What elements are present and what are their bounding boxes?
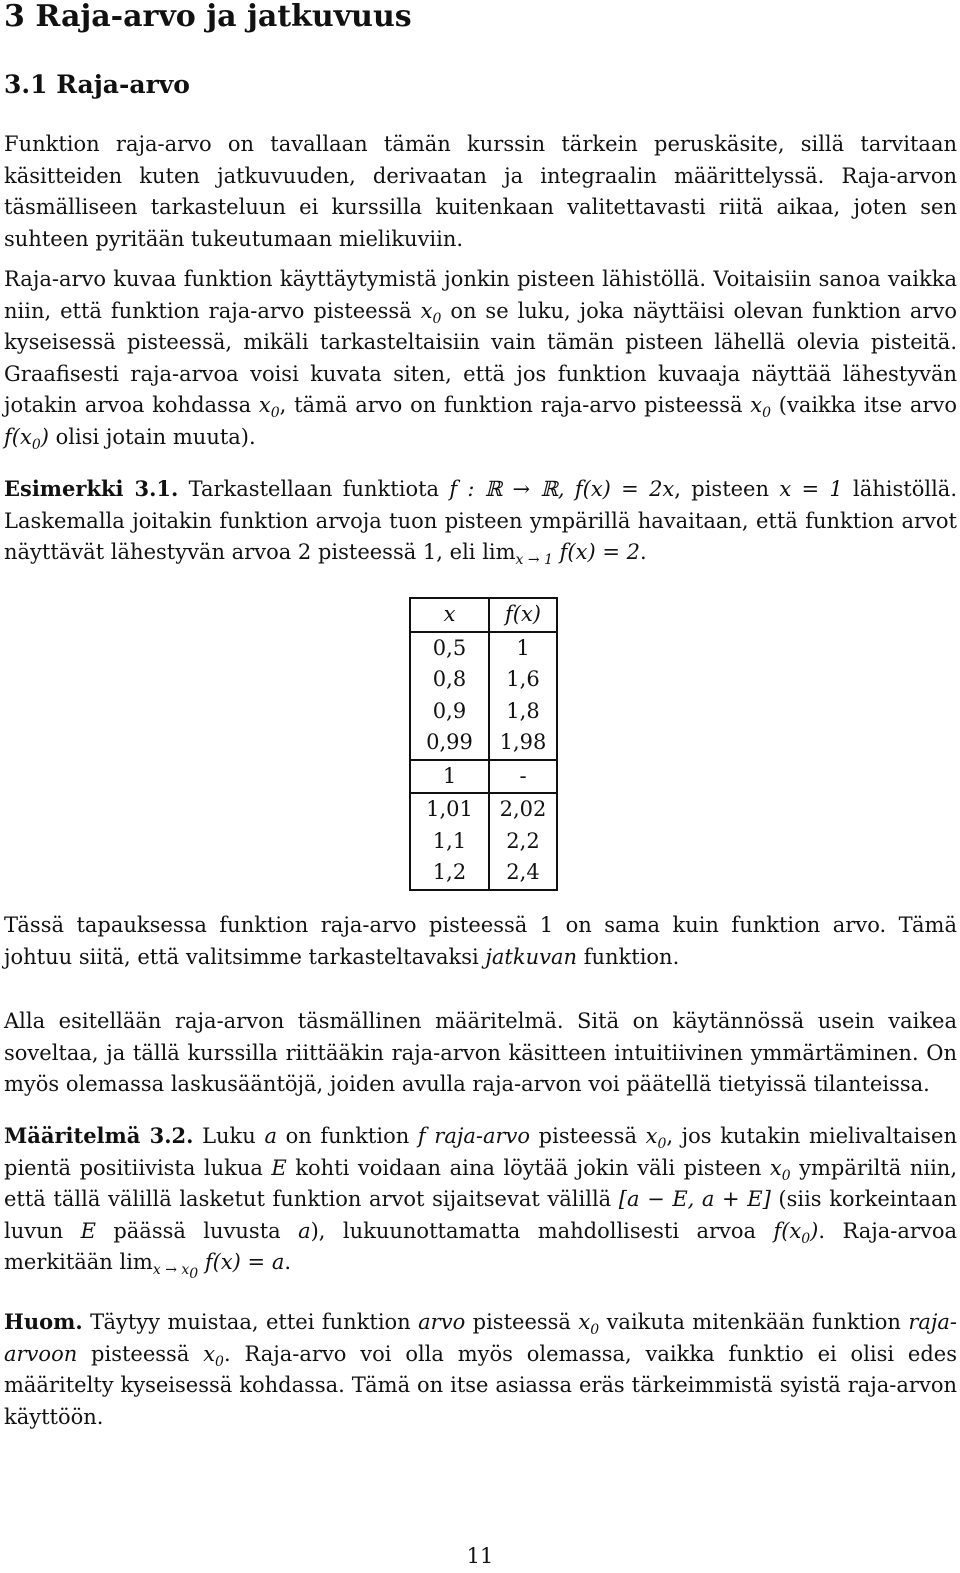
description-paragraph (4, 264, 957, 453)
section-title: 3 Raja-arvo ja jatkuvuus (4, 0, 412, 34)
table-cell: 2,4 (506, 860, 540, 884)
text-run: . Raja-arvo voi olla myös olemassa, vaikka funktio ei olisi edes määritelty kyseisessä kohdassa. Tämä on itse asiassa eräs tärkeimmistä syistä raja-arvon käyttöön. (4, 1341, 958, 1429)
text-run: on se luku, joka näyttäisi olevan funktion arvo kyseisessä pisteessä, mikäli tarkasteltaisiin vain tämän pisteen lähellä olevia pisteitä. Graafisesti raja-arvoa voisi kuvata siten, että jos funktion kuvaaja näyttää lähestyvän jotakin arvoa kohdassa (4, 298, 957, 417)
text-run: päässä luvusta (95, 1218, 299, 1243)
table-cell: 2,02 (499, 797, 547, 821)
text-run: , jos kutakin mielivaltaisen pientä positiivista lukua (4, 1124, 957, 1180)
text-run: on funktion (276, 1124, 418, 1148)
table-cell: 1 (410, 760, 489, 794)
page-number: 11 (466, 1544, 494, 1568)
table-cell: 1,8 (506, 698, 540, 723)
definition-label: Määritelmä 3.2. (4, 1123, 194, 1148)
math-x0: $x_0$ (645, 1124, 667, 1153)
table-cell: 2,2 (506, 828, 540, 853)
emphasis-text: raja-arvoon (4, 1310, 958, 1366)
table-row (410, 793, 557, 826)
table-cell: 0,8 (410, 664, 489, 696)
table-row (410, 632, 557, 665)
text-run: Tässä tapauksessa funktion raja-arvo pisteessä 1 on sama kuin funktion arvo. Tämä johtuu siitä, että valitsimme tarkasteltavaksi (4, 913, 957, 969)
example-label: Esimerkki 3.1. (4, 476, 179, 501)
math-fx0: $f(x_0)$ (773, 1218, 819, 1247)
text-run: (siis korkeintaan luvun (4, 1187, 957, 1243)
text-run: . (639, 540, 647, 564)
math-E: E (271, 1155, 287, 1180)
table-cell: 1,01 (410, 793, 489, 826)
math-x0: $x_0$ (420, 298, 442, 327)
text-run: vaikuta mitenkään funktion (599, 1310, 909, 1334)
math-fx0: $f(x_0)$ (4, 424, 49, 453)
emphasis-text: raja-arvo (434, 1124, 531, 1148)
math-f: f (417, 1124, 426, 1148)
table-row-point (410, 760, 557, 794)
text-run: ), lukuunottamatta mahdollisesti arvoa (310, 1218, 774, 1243)
table-row (410, 664, 557, 696)
text-run: olisi jotain muuta). (48, 424, 256, 449)
table-cell: 1 (516, 635, 530, 660)
text-run: kohti voidaan aina löytää jokin väli pisteen (286, 1155, 770, 1180)
text-run: , tämä arvo on funktion raja-arvo pisteessä (279, 393, 751, 417)
math-x-equals-1: x = 1 (779, 477, 843, 501)
table-row (410, 696, 557, 728)
table-header-x: x (410, 598, 489, 632)
table-header-fx: f(x) (504, 602, 541, 626)
values-table (409, 597, 558, 891)
table-cell: 0,99 (410, 727, 489, 760)
table-cell: 1,6 (506, 667, 540, 691)
definition-intro-paragraph: Alla esitellään raja-arvon täsmällinen määritelmä. Sitä on käytännössä usein vaikea soveltaa, ja tällä kurssilla riittääkin raja-arvon käsitteen intuitiivinen ymmärtäminen. On myös olemassa laskusääntöjä, joiden avulla raja-arvon voi päätellä tietyissä tilanteissa. (4, 1009, 957, 1096)
math-function-definition: f : ℝ → ℝ, f(x) = 2x (449, 477, 675, 501)
text-run: Raja-arvo kuvaa funktion käyttäytymistä jonkin pisteen lähistöllä. Voitaisiin sanoa vaikka niin, että funktion raja-arvo pisteessä (4, 267, 957, 323)
definition-paragraph (4, 1120, 957, 1282)
math-interval: [a − E, a + E] (618, 1187, 771, 1211)
text-run: . (284, 1250, 292, 1274)
math-E: E (80, 1218, 96, 1243)
subsection-title: 3.1 Raja-arvo (4, 70, 190, 99)
table-row (410, 727, 557, 760)
example-paragraph (4, 473, 957, 569)
text-run: funktion. (577, 944, 680, 969)
text-run: lähistöllä. Laskemalla joitakin funktion arvoja tuon pisteen ympärillä havaitaan, että funktion arvot näyttävät lähestyvän arvoa 2 pisteessä 1, eli (4, 477, 957, 564)
text-run: pisteessä (77, 1341, 204, 1366)
table-cell: 1,2 (410, 857, 489, 890)
table-cell: 1,1 (410, 826, 489, 858)
emphasis-text: arvo (418, 1310, 466, 1334)
math-x0: $x_0$ (578, 1310, 600, 1339)
math-a: a (298, 1218, 311, 1243)
table-cell: 0,9 (410, 696, 489, 728)
note-paragraph (4, 1306, 957, 1433)
table-cell: 1,98 (499, 730, 547, 754)
math-a: a (264, 1124, 277, 1148)
math-limit: $\lim_{x \to x_0} f(x) = a$ (119, 1250, 285, 1282)
table-cell: 0,5 (410, 632, 489, 665)
text-run: Tarkastellaan funktiota (178, 477, 450, 501)
text-run: ympäriltä niin, että tällä välillä lasketut funktion arvot sijaitsevat välillä (4, 1155, 957, 1211)
text-run: Täytyy muistaa, ettei funktion (82, 1310, 419, 1334)
intro-paragraph: Funktion raja-arvo on tavallaan tämän kurssin tärkein peruskäsite, sillä tarvitaan käsitteiden kuten jatkuvuuden, derivaatan ja integraalin määrittelyssä. Raja-arvon täsmälliseen tarkasteluun ei kurssilla kuitenkaan valitettavasti riitä aikaa, joten sen suhteen pyritään tukeutumaan mielikuviin. (4, 132, 957, 251)
math-x0: $x_0$ (203, 1341, 224, 1370)
table-row (410, 826, 557, 858)
math-limit: $\lim_{x \to 1} f(x) = 2$ (482, 540, 640, 569)
text-run: , pisteen (674, 477, 780, 501)
table-cell: - (519, 763, 527, 788)
text-run: pisteessä (465, 1310, 579, 1334)
math-x0: $x_0$ (769, 1155, 791, 1184)
continuity-paragraph (4, 910, 957, 973)
table-row (410, 857, 557, 890)
text-run: Luku (193, 1124, 265, 1148)
math-x0: $x_0$ (258, 393, 280, 422)
math-x0: $x_0$ (750, 393, 771, 422)
emphasis-text: jatkuvan (485, 944, 578, 969)
text-run: . Raja-arvoa merkitään (4, 1218, 957, 1274)
text-run: (vaikka itse arvo (771, 393, 957, 417)
text-run: pisteessä (530, 1124, 646, 1148)
note-label: Huom. (4, 1309, 83, 1334)
table-header-row (410, 598, 557, 632)
